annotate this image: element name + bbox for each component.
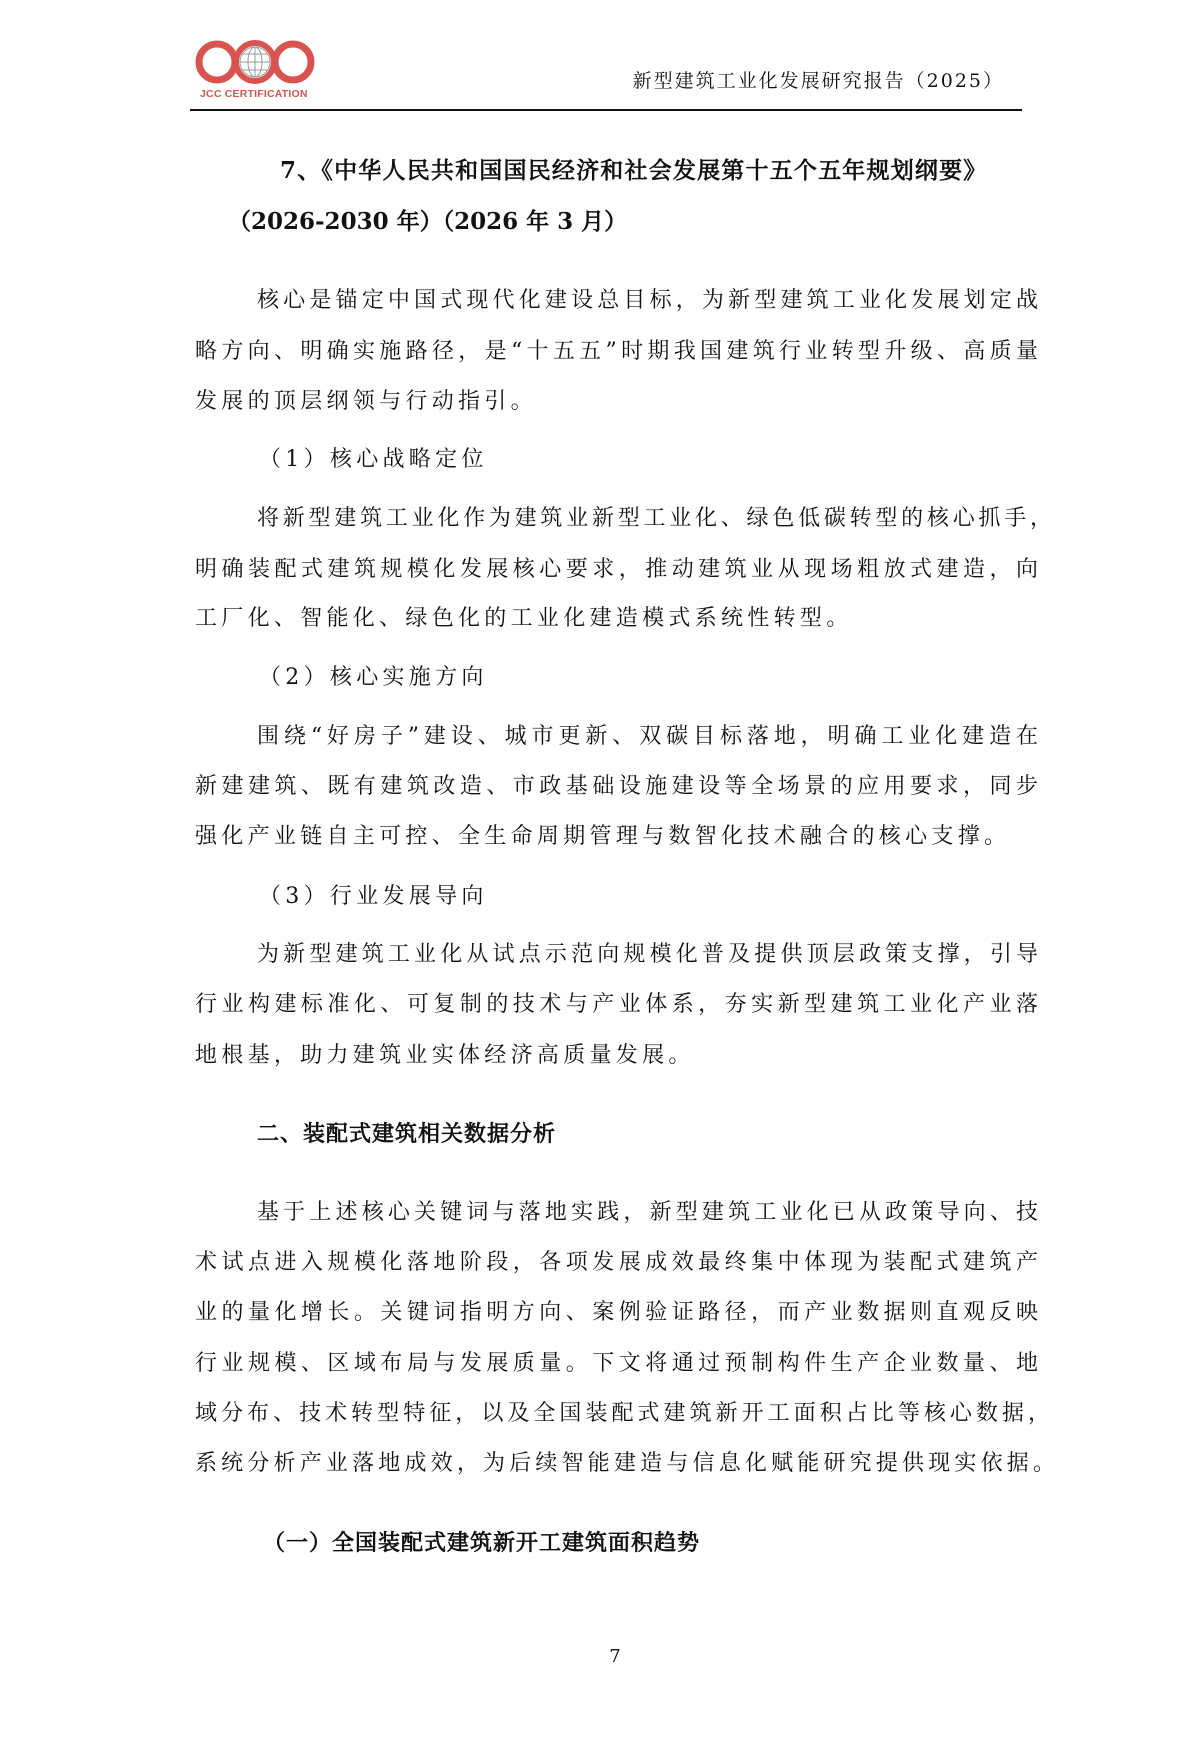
p2-line: 工厂化、智能化、绿色化的工业化建造模式系统性转型。 (195, 606, 853, 631)
p3-line: 强化产业链自主可控、全生命周期管理与数智化技术融合的核心支撑。 (195, 824, 1011, 849)
subsection-1-heading: （一）全国装配式建筑新开工建筑面积趋势 (263, 1530, 701, 1556)
heading-7-line2: （2026-2030 年）（2026 年 3 月） (228, 208, 628, 235)
section-2-heading: 二、装配式建筑相关数据分析 (257, 1121, 557, 1147)
heading-7-line1: 7、《中华人民共和国国民经济和社会发展第十五个五年规划纲要》 (280, 157, 988, 184)
p1-line: 略方向、明确实施路径，是“十五五”时期我国建筑行业转型升级、高质量 (195, 339, 1038, 364)
p2-line: 明确装配式建筑规模化发展核心要求，推动建筑业从现场粗放式建造，向 (195, 557, 1038, 582)
logo-text: JCC CERTIFICATION (200, 88, 308, 100)
p4-line: 地根基，助力建筑业实体经济高质量发展。 (195, 1043, 695, 1068)
p1-line: 发展的顶层纲领与行动指引。 (195, 389, 537, 414)
page-number: 7 (609, 1646, 621, 1667)
p3-line: 新建建筑、既有建筑改造、市政基础设施建设等全场景的应用要求，同步 (195, 774, 1038, 799)
p5-line: 基于上述核心关键词与落地实践，新型建筑工业化已从政策导向、技 (257, 1200, 1038, 1225)
subheading-3: （3）行业发展导向 (259, 884, 488, 909)
p3-line: 围绕“好房子”建设、城市更新、双碳目标落地，明确工业化建造在 (257, 724, 1038, 749)
p4-line: 为新型建筑工业化从试点示范向规模化普及提供顶层政策支撑，引导 (257, 942, 1038, 967)
header-divider (190, 109, 1022, 111)
p5-line: 域分布、技术转型特征，以及全国装配式建筑新开工面积占比等核心数据， (195, 1401, 1050, 1426)
subheading-1: （1）核心战略定位 (259, 447, 488, 472)
p2-line: 将新型建筑工业化作为建筑业新型工业化、绿色低碳转型的核心抓手， (257, 506, 1052, 531)
p4-line: 行业构建标准化、可复制的技术与产业体系，夯实新型建筑工业化产业落 (195, 992, 1038, 1017)
p5-line: 术试点进入规模化落地阶段，各项发展成效最终集中体现为装配式建筑产 (195, 1250, 1038, 1275)
p5-line: 业的量化增长。关键词指明方向、案例验证路径，而产业数据则直观反映 (195, 1300, 1038, 1325)
p5-line: 系统分析产业落地成效，为后续智能建造与信息化赋能研究提供现实依据。 (195, 1451, 1055, 1476)
p5-line: 行业规模、区域布局与发展质量。下文将通过预制构件生产企业数量、地 (195, 1351, 1038, 1376)
p1-line: 核心是锚定中国式现代化建设总目标，为新型建筑工业化发展划定战 (257, 288, 1038, 313)
subheading-2: （2）核心实施方向 (259, 665, 488, 690)
header-title: 新型建筑工业化发展研究报告（2025） (632, 70, 1004, 92)
